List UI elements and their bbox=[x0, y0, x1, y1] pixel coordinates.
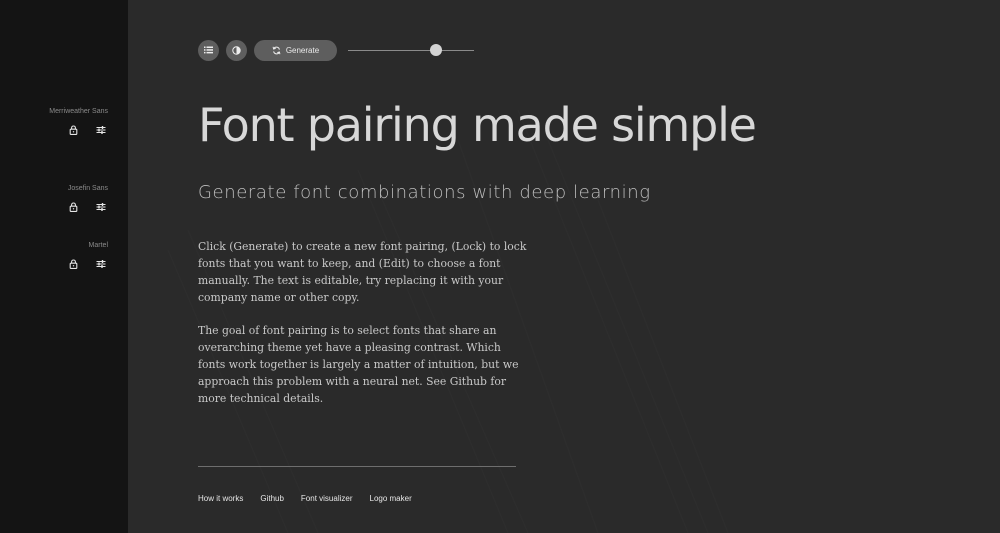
preview-body[interactable] bbox=[198, 238, 528, 423]
sliders-icon[interactable] bbox=[95, 258, 107, 270]
lock-icon[interactable] bbox=[67, 258, 79, 270]
font-name-label: Merriweather Sans bbox=[49, 108, 108, 115]
refresh-icon bbox=[272, 46, 281, 55]
footer-divider bbox=[198, 466, 516, 467]
font-name-label: Josefin Sans bbox=[67, 185, 108, 192]
body-paragraph[interactable]: The goal of font pairing is to select fonts that share an overarching theme yet have a pleasing contrast. Which fonts work together is largely a matter of intuition, but we approach this problem with a neural net. See Github for more technical details. bbox=[198, 324, 519, 405]
font-sidebar bbox=[0, 0, 128, 533]
sliders-icon[interactable] bbox=[95, 201, 107, 213]
list-button[interactable] bbox=[198, 40, 219, 61]
generate-button[interactable] bbox=[254, 40, 337, 61]
preview-subheadline[interactable]: Generate font combinations with deep learning bbox=[198, 182, 651, 203]
slider-thumb[interactable] bbox=[430, 44, 442, 56]
contrast-icon bbox=[232, 46, 241, 55]
generate-label: Generate bbox=[285, 45, 320, 55]
preview-area bbox=[128, 0, 1000, 533]
sliders-icon[interactable] bbox=[95, 124, 107, 136]
footer-nav bbox=[198, 494, 412, 503]
pairing-slider[interactable] bbox=[348, 44, 474, 56]
toolbar bbox=[198, 40, 474, 60]
footer-link-font-visualizer[interactable]: Font visualizer bbox=[300, 494, 353, 503]
theme-toggle-button[interactable] bbox=[226, 40, 247, 61]
body-paragraph[interactable]: Click (Generate) to create a new font pairing, (Lock) to lock fonts that you want to keep, and (Edit) to choose a font manually. The text is editable, try replacing it with your company name or other copy. bbox=[198, 240, 527, 304]
footer-link-github[interactable]: Github bbox=[260, 494, 284, 503]
slider-track bbox=[348, 50, 474, 51]
lock-icon[interactable] bbox=[67, 201, 79, 213]
footer-link-logo-maker[interactable]: Logo maker bbox=[369, 494, 412, 503]
footer-link-how-it-works[interactable]: How it works bbox=[198, 494, 244, 503]
list-icon bbox=[204, 46, 213, 54]
font-name-label: Martel bbox=[88, 242, 108, 249]
lock-icon[interactable] bbox=[67, 124, 79, 136]
preview-headline[interactable]: Font pairing made simple bbox=[198, 98, 756, 152]
